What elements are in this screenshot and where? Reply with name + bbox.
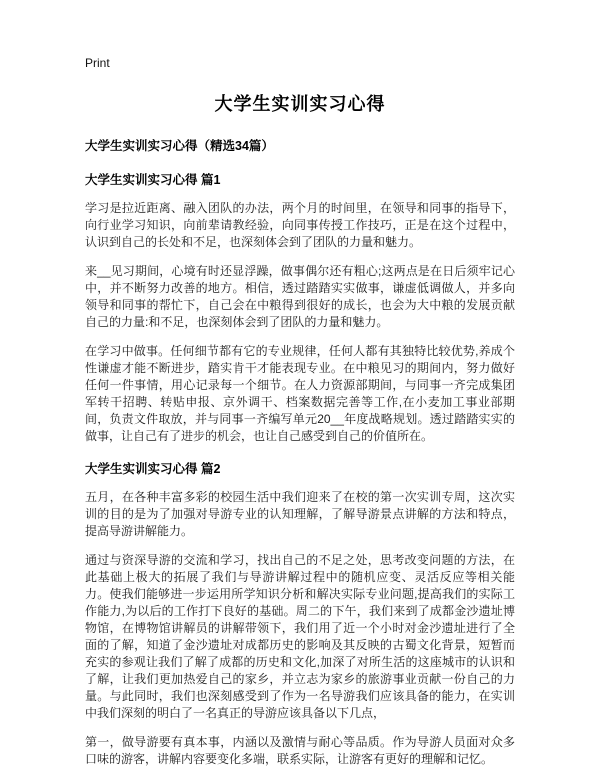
paragraph: 五月，在各种丰富多彩的校园生活中我们迎来了在校的第一次实训专周，这次实训的目的是为了加强对导游专业的认知理解，了解导游景点讲解的方法和特点，提高导游讲解能力。 (85, 490, 515, 538)
print-link[interactable]: Print (85, 56, 110, 70)
paragraph: 学习是拉近距离、融入团队的办法，两个月的时间里，在领导和同事的指导下，向行业学习知识，向前辈请教经验，向同事传授工作技巧，正是在这个过程中，认识到自己的长处和不足，也深刻体会到了团队的力量和魅力。 (85, 201, 515, 249)
paragraph: 来__见习期间，心境有时还显浮躁，做事偶尔还有粗心;这两点是在日后须牢记心中，并不断努力改善的地方。相信，透过踏踏实实做事，谦虚低调做人，并多向领导和同事的帮忙下，自己会在中粮得到很好的成长，也会为大中粮的发展贡献自己的力量:和不足，也深刻体会到了团队的力量和魅力。 (85, 264, 515, 329)
paragraph: 通过与资深导游的交流和学习，找出自己的不足之处，思考改变问题的方法，在此基础上极大的拓展了我们与导游讲解过程中的随机应变、灵活反应等相关能力。使我们能够进一步运用所学知识分析和解决实际专业问题,提高我们的实际工作能力,为以后的工作打下良好的基础。周二的下午，我们来到了成都金沙遗址博物馆，在博物馆讲解员的讲解带领下，我们用了近一个小时对金沙遗址进行了全面的了解，知道了金沙遗址对成都历史的影响及其反映的古蜀文化背景，短暂而充实的参观让我们了解了成都的历史和文化,加深了对所生活的这座城市的认识和了解，让我们更加热爱自己的家乡，并立志为家乡的旅游事业贡献一份自己的力量。与此同时，我们也深刻感受到了作为一名导游我们应该具备的能力，在实训中我们深刻的明白了一名真正的导游应该具备以下几点， (85, 553, 515, 720)
section-essay-1 (85, 170, 515, 445)
page-title: 大学生实训实习心得 (214, 94, 386, 114)
document-subtitle: 大学生实训实习心得（精选34篇） (85, 139, 274, 153)
section-essay-2 (85, 459, 515, 768)
section-1-heading: 大学生实训实习心得 篇1 (85, 173, 221, 187)
paragraph: 在学习中做事。任何细节都有它的专业规律，任何人都有其独特比较优势,养成个性谦虚才能不断进步，踏实肯干才能表现专业。在中粮见习的期间内，努力做好任何一件事情，用心记录每一个细节。在人力资源部期间，与同事一齐完成集团军转干招聘、转贴申报、京外调干、档案数据完善等工作,在小麦加工事业部期间，负责文件取放，并与同事一齐编写单元20__年度战略规划。透过踏踏实实的做事，让自己有了进步的机会，也让自己感受到自己的价值所在。 (85, 344, 515, 443)
section-2-heading: 大学生实训实习心得 篇2 (85, 462, 221, 476)
paragraph: 第一，做导游要有真本事，内涵以及激情与耐心等品质。作为导游人员面对众多口味的游客，讲解内容要变化多端，联系实际，让游客有更好的理解和记忆。 (85, 735, 515, 766)
